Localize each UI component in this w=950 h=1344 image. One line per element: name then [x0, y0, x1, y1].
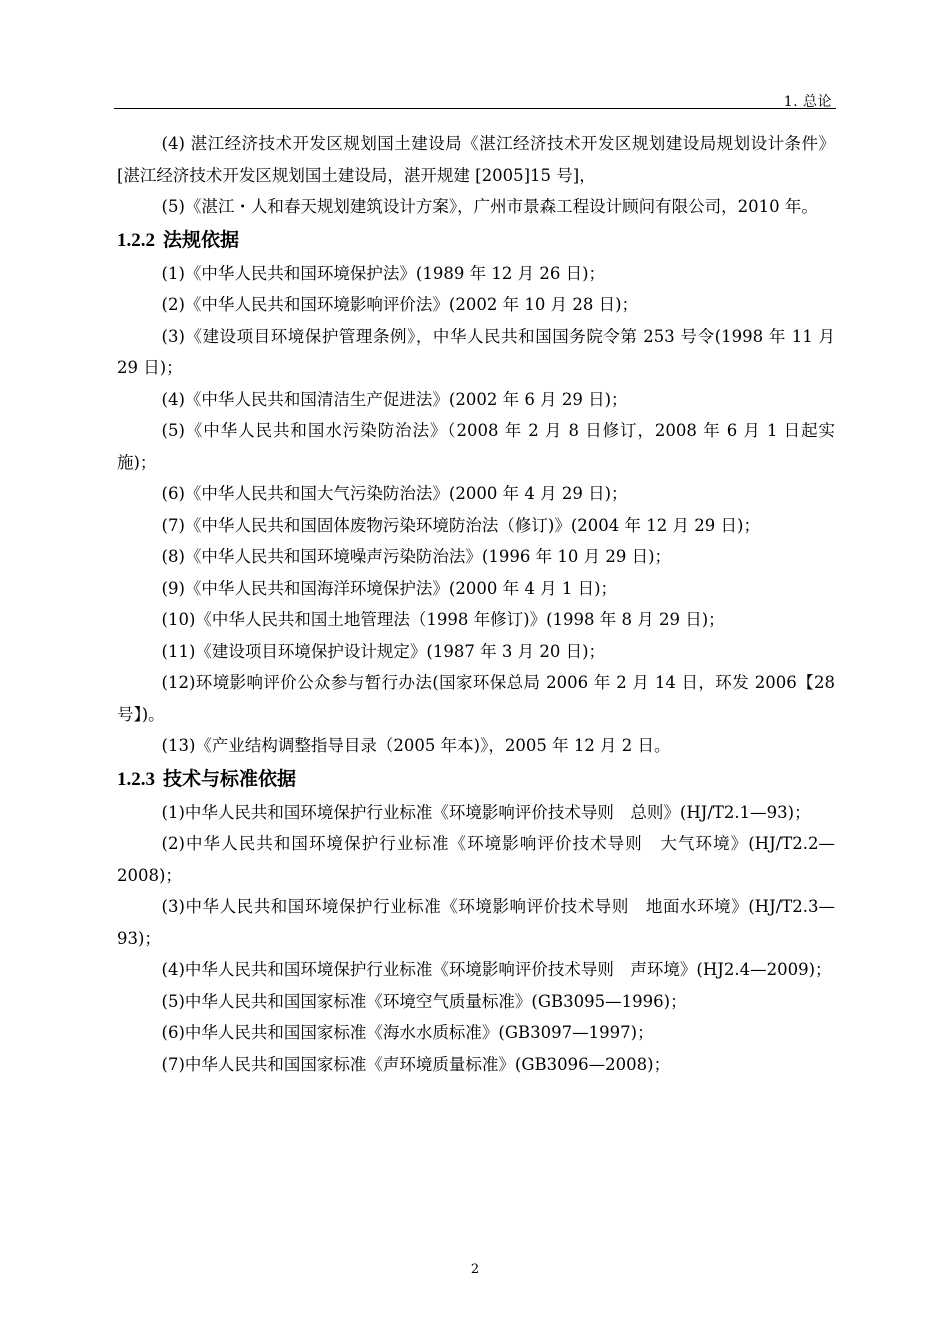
regulations-list — [117, 258, 835, 762]
list-item: (12)环境影响评价公众参与暂行办法(国家环保总局 2006 年 2 月 14 日，环发 2006【28 号】)。 — [117, 673, 835, 724]
document-body — [117, 128, 835, 1080]
section-title: 技术与标准依据 — [163, 767, 297, 790]
list-item: (1)《中华人民共和国环境保护法》(1989 年 12 月 26 日)； — [161, 263, 606, 283]
list-item: (7)《中华人民共和国固体废物污染环境防治法（修订)》(2004 年 12 月 29 日)； — [161, 515, 760, 535]
section-number: 1.2.2 — [117, 229, 155, 251]
list-item: (10)《中华人民共和国土地管理法（1998 年修订)》(1998 年 8 月 29 日)； — [161, 610, 725, 629]
continuation-paragraph: (4) 湛江经济技术开发区规划国土建设局《湛江经济技术开发区规划建设局规划设计条件》[湛江经济技术开发区规划国土建设局，湛开规建 [2005]15 号]， — [117, 134, 835, 185]
list-item: (8)《中华人民共和国环境噪声污染防治法》(1996 年 10 月 29 日)； — [161, 547, 672, 566]
section-heading-regulations — [117, 223, 835, 258]
list-item: (6)《中华人民共和国大气污染防治法》(2000 年 4 月 29 日)； — [161, 484, 628, 503]
running-header-chapter: 1. 总论 — [783, 94, 832, 110]
list-item: (3)中华人民共和国环境保护行业标准《环境影响评价技术导则 地面水环境》(HJ/T2.3—93)； — [117, 897, 835, 948]
list-item: (5)中华人民共和国国家标准《环境空气质量标准》(GB3095—1996)； — [161, 991, 687, 1011]
list-item: (11)《建设项目环境保护设计规定》(1987 年 3 月 20 日)； — [161, 641, 606, 661]
list-item: (7)中华人民共和国国家标准《声环境质量标准》(GB3096—2008)； — [161, 1054, 671, 1074]
list-item: (4)《中华人民共和国清洁生产促进法》(2002 年 6 月 29 日)； — [161, 389, 628, 409]
list-item: (9)《中华人民共和国海洋环境保护法》(2000 年 4 月 1 日)； — [161, 578, 618, 598]
section-number: 1.2.3 — [117, 768, 155, 790]
header-rule — [114, 108, 836, 109]
list-item: (4)中华人民共和国环境保护行业标准《环境影响评价技术导则 声环境》(HJ2.4—2009)； — [161, 960, 832, 979]
list-item: (1)中华人民共和国环境保护行业标准《环境影响评价技术导则 总则》(HJ/T2.1—93)； — [161, 802, 811, 822]
page-number: 2 — [470, 1262, 480, 1277]
standards-list — [117, 797, 835, 1081]
list-item: (13)《产业结构调整指导目录（2005 年本)》，2005 年 12 月 2 日。 — [161, 736, 671, 755]
list-item: (2)《中华人民共和国环境影响评价法》(2002 年 10 月 28 日)； — [161, 295, 639, 314]
list-item: (6)中华人民共和国国家标准《海水水质标准》(GB3097—1997)； — [161, 1023, 654, 1042]
section-heading-standards — [117, 762, 835, 797]
continuation-paragraph: (5)《湛江・人和春天规划建筑设计方案》，广州市景森工程设计顾问有限公司，2010 年。 — [161, 197, 818, 216]
list-item: (3)《建设项目环境保护管理条例》，中华人民共和国国务院令第 253 号令(1998 年 11 月 29 日)； — [117, 326, 835, 377]
list-item: (5)《中华人民共和国水污染防治法》（2008 年 2 月 8 日修订，2008 年 6 月 1 日起实施)； — [117, 421, 835, 472]
section-title: 法规依据 — [163, 228, 240, 251]
list-item: (2)中华人民共和国环境保护行业标准《环境影响评价技术导则 大气环境》(HJ/T2.2—2008)； — [117, 834, 835, 885]
